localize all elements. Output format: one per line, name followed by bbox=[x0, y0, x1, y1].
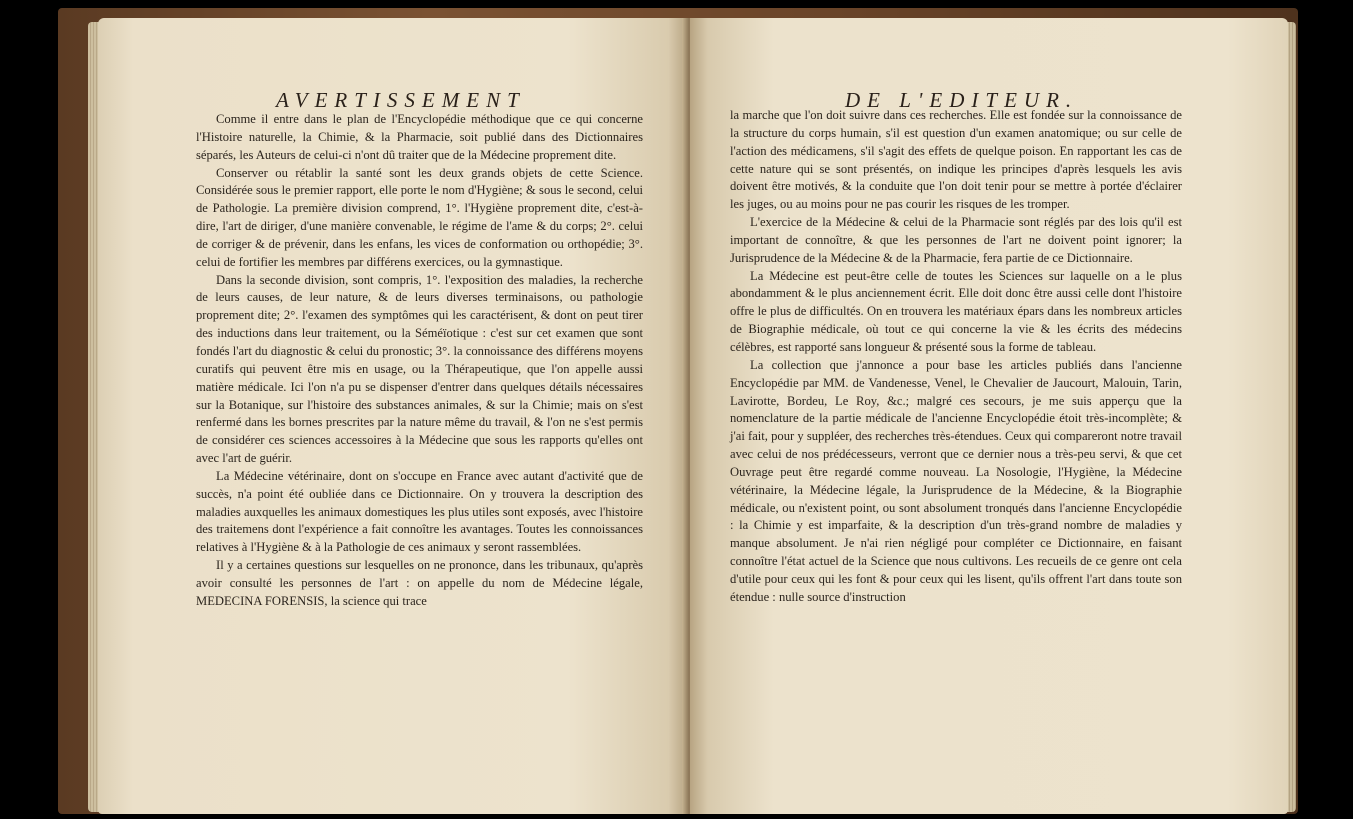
left-page-heading: AVERTISSEMENT bbox=[276, 88, 526, 112]
left-page-text bbox=[196, 111, 643, 611]
paragraph: La Médecine est peut-être celle de toutes les Sciences sur laquelle on a le plus abondamment & le plus anciennement écrit. Elle doit donc être aussi celle dont l'histoire offre le plus de difficultés. On en trouvera les matériaux épars dans les nombreux articles de Biographie médicale, où tout ce qui concerne la vie & les écrits des médecins célèbres, est rapporté sans longueur & présenté sous la forme de tableau. bbox=[730, 268, 1182, 354]
left-page bbox=[98, 18, 686, 814]
paragraph: L'exercice de la Médecine & celui de la Pharmacie sont réglés par des lois qu'il est important de connoître, & que les personnes de l'art ne doivent point ignorer; la Jurisprudence de la Médecine & de la Pharmacie, fera partie de ce Dictionnaire. bbox=[730, 215, 1182, 265]
right-page-text bbox=[730, 107, 1182, 607]
paragraph: la marche que l'on doit suivre dans ces recherches. Elle est fondée sur la connoissance de la structure du corps humain, s'il est question d'un examen anatomique; ou sur celle de l'action des médicamens, s'il s'agit des effets de quelque poison. En rapportant les cas de cette nature qui se sont présentés, on indique les principes d'après lesquels les avis doivent être motivés, & la conduite que l'on doit tenir pour se mettre à portée d'éclairer les juges, ou au moins pour ne pas courir les risques de les tromper. bbox=[730, 108, 1182, 212]
right-page-heading: DE L'EDITEUR. bbox=[845, 88, 1079, 112]
right-page bbox=[690, 18, 1288, 814]
paragraph: Comme il entre dans le plan de l'Encyclopédie méthodique que ce qui concerne l'Histoire naturelle, la Chimie, & la Pharmacie, soit publié dans des Dictionnaires séparés, les Auteurs de celui-ci n'ont dû traiter que de la Médecine proprement dite. bbox=[196, 112, 643, 162]
paragraph: Il y a certaines questions sur lesquelles on ne prononce, dans les tribunaux, qu'après avoir consulté les personnes de l'art : on appelle du nom de Médecine légale, MEDECINA FORENSIS, la science qui trace bbox=[196, 558, 643, 608]
paragraph: Dans la seconde division, sont compris, 1°. l'exposition des maladies, la recherche de leurs causes, de leur nature, & de leurs diverses terminaisons, ou pathologie proprement dite; 2°. l'examen des symptômes qui les caractérisent, & dont on peut tirer des inductions dans leur traitement, ou la Séméïotique : c'est sur cet examen que sont fondés l'art du diagnostic & celui du pronostic; 3°. la connoissance des différens moyens curatifs qui peuvent être mis en usage, ou la Thérapeutique, que l'on appelle aussi matière médicale. Ici l'on n'a pu se dispenser d'entrer dans quelques détails nécessaires sur la Botanique, sur l'histoire des substances animales, & sur la Chimie; mais on s'est renfermé dans les bornes prescrites par la nature même du travail, & l'on ne s'est permis de considérer ces sciences accessoires à la Médecine que sous les rapports qu'elles ont avec l'art de guérir. bbox=[196, 272, 643, 466]
paragraph: La collection que j'annonce a pour base les articles publiés dans l'ancienne Encyclopédie par MM. de Vandenesse, Venel, le Chevalier de Jaucourt, Malouin, Tarin, Lavirotte, Bordeu, Le Roy, &c.; malgré ces secours, je me suis apperçu que la nomenclature de la partie médicale de l'ancienne Encyclopédie étoit très-incomplète; & j'ai fait, pour y suppléer, des recherches très-étendues. Ceux qui compareront notre travail avec celui de nos prédécesseurs, verront que ce dernier nous a très-peu servi, & que cet Ouvrage peut être regardé comme nouveau. La Nosologie, l'Hygiène, la Médecine vétérinaire, la Médecine légale, la Jurisprudence de la Médecine, & la Biographie médicale, ou n'existent point, ou sont absolument tronqués dans l'ancienne Encyclopédie : la Chimie y est imparfaite, & la description d'un très-grand nombre de maladies y manque absolument. Je n'ai rien négligé pour compléter ce Dictionnaire, en faisant connoître l'état actuel de la Science que nous cultivons. Les recueils de ce genre ont cela d'utile pour ceux qui les font & pour ceux qui les lisent, qu'ils offrent l'art dans toute son étendue : nulle source d'instruction bbox=[730, 357, 1182, 604]
paragraph: Conserver ou rétablir la santé sont les deux grands objets de cette Science. Considérée sous le premier rapport, elle porte le nom d'Hygiène; & sous le second, celui de Pathologie. La première division comprend, 1°. l'Hygiène proprement dite, c'est-à-dire, l'art de diriger, d'une manière convenable, le régime de l'ame & du corps; 2°. celui de corriger & de prévenir, dans les enfans, les vices de conformation ou orthopédie; 3°. celui de fortifier les membres par différens exercices, ou la gymnastique. bbox=[196, 165, 643, 269]
paragraph: La Médecine vétérinaire, dont on s'occupe en France avec autant d'activité que de succès, n'a point été oubliée dans ce Dictionnaire. On y trouvera la description des maladies auxquelles les animaux domestiques les plus utiles sont exposés, avec l'histoire des traitemens dont l'expérience a fait connoître les avantages. Toutes les connoissances relatives à l'Hygiène & à la Pathologie de ces animaux y seront rassemblées. bbox=[196, 468, 643, 555]
